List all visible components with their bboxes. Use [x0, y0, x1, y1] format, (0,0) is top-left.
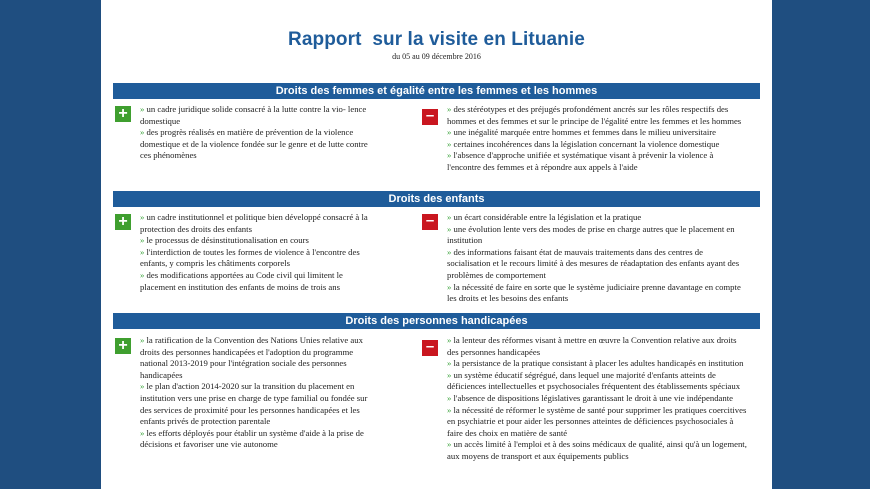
- minus-icon: –: [422, 340, 438, 356]
- bullet-chevron-icon: »: [140, 246, 145, 257]
- plus-icon: +: [115, 338, 131, 354]
- negatives-list-women: [447, 104, 747, 174]
- list-item-text: des progrès réalisés en matière de prévention de la violence domestique et de la violence fondée sur le genre et de lutte contre ces phénomènes: [140, 127, 368, 161]
- list-item: [447, 405, 747, 440]
- plus-icon: +: [115, 214, 131, 230]
- list-item: [140, 247, 370, 270]
- bullet-chevron-icon: »: [447, 392, 452, 403]
- list-item: [140, 127, 370, 162]
- list-item-text: le processus de désinstitutionalisation en cours: [146, 235, 309, 246]
- bullet-chevron-icon: »: [447, 223, 452, 234]
- list-item: [447, 439, 747, 462]
- bullet-chevron-icon: »: [447, 104, 452, 114]
- list-item-text: l'absence de dispositions législatives garantissant le droit à une vie indépendante: [453, 392, 734, 403]
- list-item-text: l'absence d'approche unifiée et systématique visant à prévenir la violence à l'encontre des femmes et à répondre aux appels à l'aide: [447, 150, 714, 172]
- minus-icon: –: [422, 214, 438, 230]
- list-item-text: une inégalité marquée entre hommes et femmes dans le milieu universitaire: [453, 127, 716, 138]
- list-item-text: un cadre juridique solide consacré à la lutte contre la vio- lence domestique: [140, 104, 367, 126]
- list-item: [447, 393, 747, 405]
- list-item: [447, 104, 747, 127]
- bullet-chevron-icon: »: [140, 381, 145, 392]
- bullet-chevron-icon: »: [447, 212, 452, 222]
- list-item: [447, 358, 747, 370]
- list-item-text: un écart considérable entre la législation et la pratique: [453, 212, 642, 222]
- report-page: [101, 0, 772, 489]
- list-item: [140, 270, 370, 293]
- list-item: [140, 428, 370, 451]
- list-item: [447, 224, 747, 247]
- section-heading-children: Droits des enfants: [113, 191, 760, 207]
- bullet-chevron-icon: »: [140, 212, 145, 222]
- list-item-text: la ratification de la Convention des Nations Unies relative aux droits des personnes handicapées et l'adoption du programme national 2013-2019 pour l'intégration sociale des personnes handicapées: [140, 335, 363, 380]
- section-heading-disabilities: Droits des personnes handicapées: [113, 313, 760, 329]
- list-item: [140, 381, 370, 427]
- list-item: [447, 335, 747, 358]
- list-item-text: la nécessité de réformer le système de santé pour supprimer les pratiques coercitives en psychiatrie et pour aider les personnes atteintes de déficiences psychosociales à faire des choix en matière de santé: [447, 404, 747, 438]
- list-item: [140, 212, 370, 235]
- positives-list-women: [140, 104, 370, 162]
- bullet-chevron-icon: »: [447, 246, 452, 257]
- list-item-text: la lenteur des réformes visant à mettre en œuvre la Convention relative aux droits des personnes handicapées: [447, 335, 737, 357]
- bullet-chevron-icon: »: [140, 335, 145, 345]
- bullet-chevron-icon: »: [140, 104, 145, 114]
- bullet-chevron-icon: »: [447, 404, 452, 415]
- list-item: [140, 235, 370, 247]
- bullet-chevron-icon: »: [447, 369, 452, 380]
- list-item: [447, 370, 747, 393]
- bullet-chevron-icon: »: [447, 127, 452, 138]
- negatives-list-children: [447, 212, 747, 305]
- list-item: [447, 212, 747, 224]
- list-item: [447, 150, 747, 173]
- plus-icon: +: [115, 106, 131, 122]
- negatives-list-disabilities: [447, 335, 747, 463]
- bullet-chevron-icon: »: [447, 439, 452, 450]
- list-item-text: des modifications apportées au Code civil qui limitent le placement en institution des enfants de moins de trois ans: [140, 269, 343, 292]
- list-item-text: des informations faisant état de mauvais traitements dans des centres de socialisation et le recours limité à des mesures de réadaptation des enfants ayant des problèmes de comportement: [447, 246, 740, 280]
- list-item: [447, 247, 747, 282]
- list-item-text: une évolution lente vers des modes de prise en charge autres que le placement en institution: [447, 223, 735, 246]
- list-item-text: la persistance de la pratique consistant à placer les adultes handicapés en institution: [453, 358, 744, 369]
- report-title: Rapport sur la visite en Lituanie: [288, 29, 585, 50]
- list-item-text: l'interdiction de toutes les formes de violence à l'encontre des enfants, y compris les châtiments corporels: [140, 246, 360, 269]
- list-item-text: les efforts déployés pour établir un système d'aide à la prise de décisions et favoriser une vie autonome: [140, 427, 364, 450]
- bullet-chevron-icon: »: [140, 269, 145, 280]
- bullet-chevron-icon: »: [140, 235, 145, 246]
- list-item-text: certaines incohérences dans la législation concernant la violence domestique: [453, 138, 720, 149]
- list-item-text: le plan d'action 2014-2020 sur la transition du placement en institution vers une prise en charge de type familial ou fondée sur des services de proximité pour les personnes handicapées et les enfants privés de protection parentale: [140, 381, 368, 427]
- list-item: [447, 127, 747, 139]
- report-date: du 05 au 09 décembre 2016: [392, 52, 481, 61]
- list-item-text: un système éducatif ségrégué, dans lequel une majorité d'enfants atteints de déficiences intellectuelles et psychosociales fréquentent des établissements spéciaux: [447, 369, 741, 392]
- bullet-chevron-icon: »: [447, 138, 452, 149]
- bullet-chevron-icon: »: [140, 127, 145, 138]
- list-item: [447, 282, 747, 305]
- list-item-text: un cadre institutionnel et politique bien développé consacré à la protection des droits des enfants: [140, 212, 368, 234]
- list-item-text: la nécessité de faire en sorte que le système judiciaire prenne davantage en compte les droits et les besoins des enfants: [447, 281, 741, 304]
- list-item: [140, 335, 370, 381]
- bullet-chevron-icon: »: [447, 150, 452, 161]
- positives-list-disabilities: [140, 335, 370, 451]
- list-item: [140, 104, 370, 127]
- list-item: [447, 139, 747, 151]
- bullet-chevron-icon: »: [447, 335, 452, 345]
- bullet-chevron-icon: »: [447, 281, 452, 292]
- minus-icon: –: [422, 109, 438, 125]
- section-heading-women: Droits des femmes et égalité entre les femmes et les hommes: [113, 83, 760, 99]
- positives-list-children: [140, 212, 370, 293]
- bullet-chevron-icon: »: [447, 358, 452, 369]
- list-item-text: un accès limité à l'emploi et à des soins médicaux de qualité, ainsi qu'à un logement, aux moyens de transport et aux équipements publics: [447, 439, 747, 461]
- list-item-text: des stéréotypes et des préjugés profondément ancrés sur les rôles respectifs des hommes et des femmes et sur le principe de l'égalité entre les femmes et les hommes: [447, 104, 742, 126]
- bullet-chevron-icon: »: [140, 427, 145, 438]
